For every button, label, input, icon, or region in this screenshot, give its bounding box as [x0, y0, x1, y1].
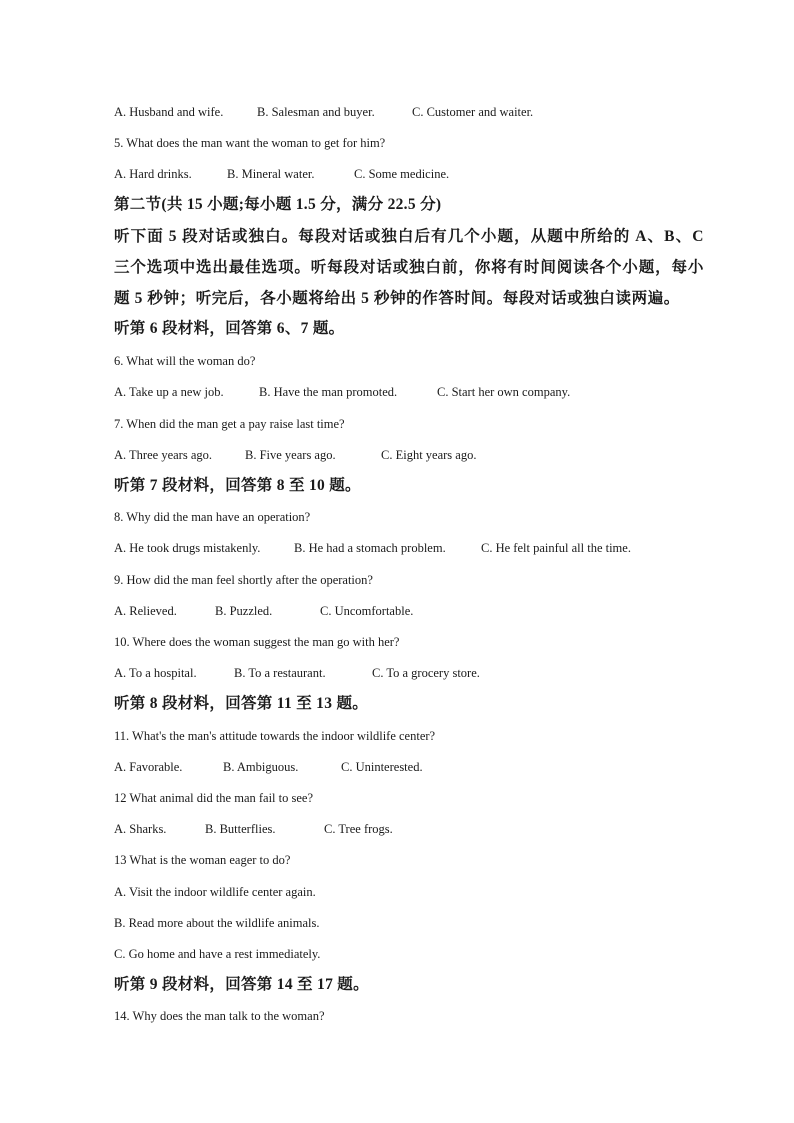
q12-option-c: C. Tree frogs.: [324, 822, 393, 836]
q7-option-a: A. Three years ago.: [114, 448, 212, 462]
passage9-heading: 听第 9 段材料，回答第 14 至 17 题。: [114, 976, 369, 993]
q4-options: [114, 104, 534, 120]
q5-options: [114, 166, 450, 182]
q9-question: 9. How did the man feel shortly after the operation?: [114, 573, 373, 587]
q13-question: 13 What is the woman eager to do?: [114, 853, 291, 867]
q11-options: [114, 759, 423, 775]
q6-question: 6. What will the woman do?: [114, 354, 256, 368]
q14-question: 14. Why does the man talk to the woman?: [114, 1009, 325, 1023]
q6-option-c: C. Start her own company.: [437, 385, 571, 399]
q5-option-b: B. Mineral water.: [227, 167, 315, 181]
q5-option-a: A. Hard drinks.: [114, 167, 192, 181]
q13-option-c: C. Go home and have a rest immediately.: [114, 947, 321, 961]
q9-options: [114, 603, 414, 619]
q4-option-a: A. Husband and wife.: [114, 105, 224, 119]
q5-option-c: C. Some medicine.: [354, 167, 450, 181]
q4-option-c: C. Customer and waiter.: [412, 105, 534, 119]
passage7-heading: 听第 7 段材料，回答第 8 至 10 题。: [114, 477, 361, 494]
q6-options: [114, 384, 571, 400]
q11-option-c: C. Uninterested.: [341, 760, 423, 774]
q13-option-b: B. Read more about the wildlife animals.: [114, 916, 320, 930]
q10-option-a: A. To a hospital.: [114, 666, 197, 680]
q6-option-b: B. Have the man promoted.: [259, 385, 398, 399]
q8-question: 8. Why did the man have an operation?: [114, 510, 311, 524]
q8-option-a: A. He took drugs mistakenly.: [114, 541, 261, 555]
q7-option-b: B. Five years ago.: [245, 448, 336, 462]
section2-instructions: 听下面 5 段对话或独白。每段对话或独白后有几个小题，从题中所给的 A、B、C 三个选项中选出最佳选项。听每段对话或独白前，你将有时间阅读各个小题，每小题 5 秒钟；听完后，各小题将给出 5 秒钟的作答时间。每段对话或独白读两遍。: [114, 228, 704, 307]
q11-option-b: B. Ambiguous.: [223, 760, 299, 774]
q8-option-b: B. He had a stomach problem.: [294, 541, 446, 555]
q10-question: 10. Where does the woman suggest the man go with her?: [114, 635, 400, 649]
section2-title: 第二节(共 15 小题;每小题 1.5 分，满分 22.5 分): [114, 196, 442, 213]
q9-option-a: A. Relieved.: [114, 604, 177, 618]
q8-option-c: C. He felt painful all the time.: [481, 541, 631, 555]
q6-option-a: A. Take up a new job.: [114, 385, 224, 399]
q4-option-b: B. Salesman and buyer.: [257, 105, 375, 119]
q7-question: 7. When did the man get a pay raise last time?: [114, 417, 345, 431]
q12-option-b: B. Butterflies.: [205, 822, 276, 836]
q10-options: [114, 665, 480, 681]
q9-option-c: C. Uncomfortable.: [320, 604, 414, 618]
q12-option-a: A. Sharks.: [114, 822, 167, 836]
q12-options: [114, 821, 393, 837]
passage6-heading: 听第 6 段材料，回答第 6、7 题。: [114, 320, 345, 337]
q11-question: 11. What's the man's attitude towards the indoor wildlife center?: [114, 729, 436, 743]
q9-option-b: B. Puzzled.: [215, 604, 273, 618]
q11-option-a: A. Favorable.: [114, 760, 183, 774]
q10-option-c: C. To a grocery store.: [372, 666, 480, 680]
q12-question: 12 What animal did the man fail to see?: [114, 791, 314, 805]
q13-option-a: A. Visit the indoor wildlife center again.: [114, 885, 316, 899]
q5-question: 5. What does the man want the woman to get for him?: [114, 136, 386, 150]
passage8-heading: 听第 8 段材料，回答第 11 至 13 题。: [114, 695, 369, 712]
q7-option-c: C. Eight years ago.: [381, 448, 477, 462]
q7-options: [114, 447, 477, 463]
q10-option-b: B. To a restaurant.: [234, 666, 326, 680]
q8-options: [114, 540, 631, 556]
